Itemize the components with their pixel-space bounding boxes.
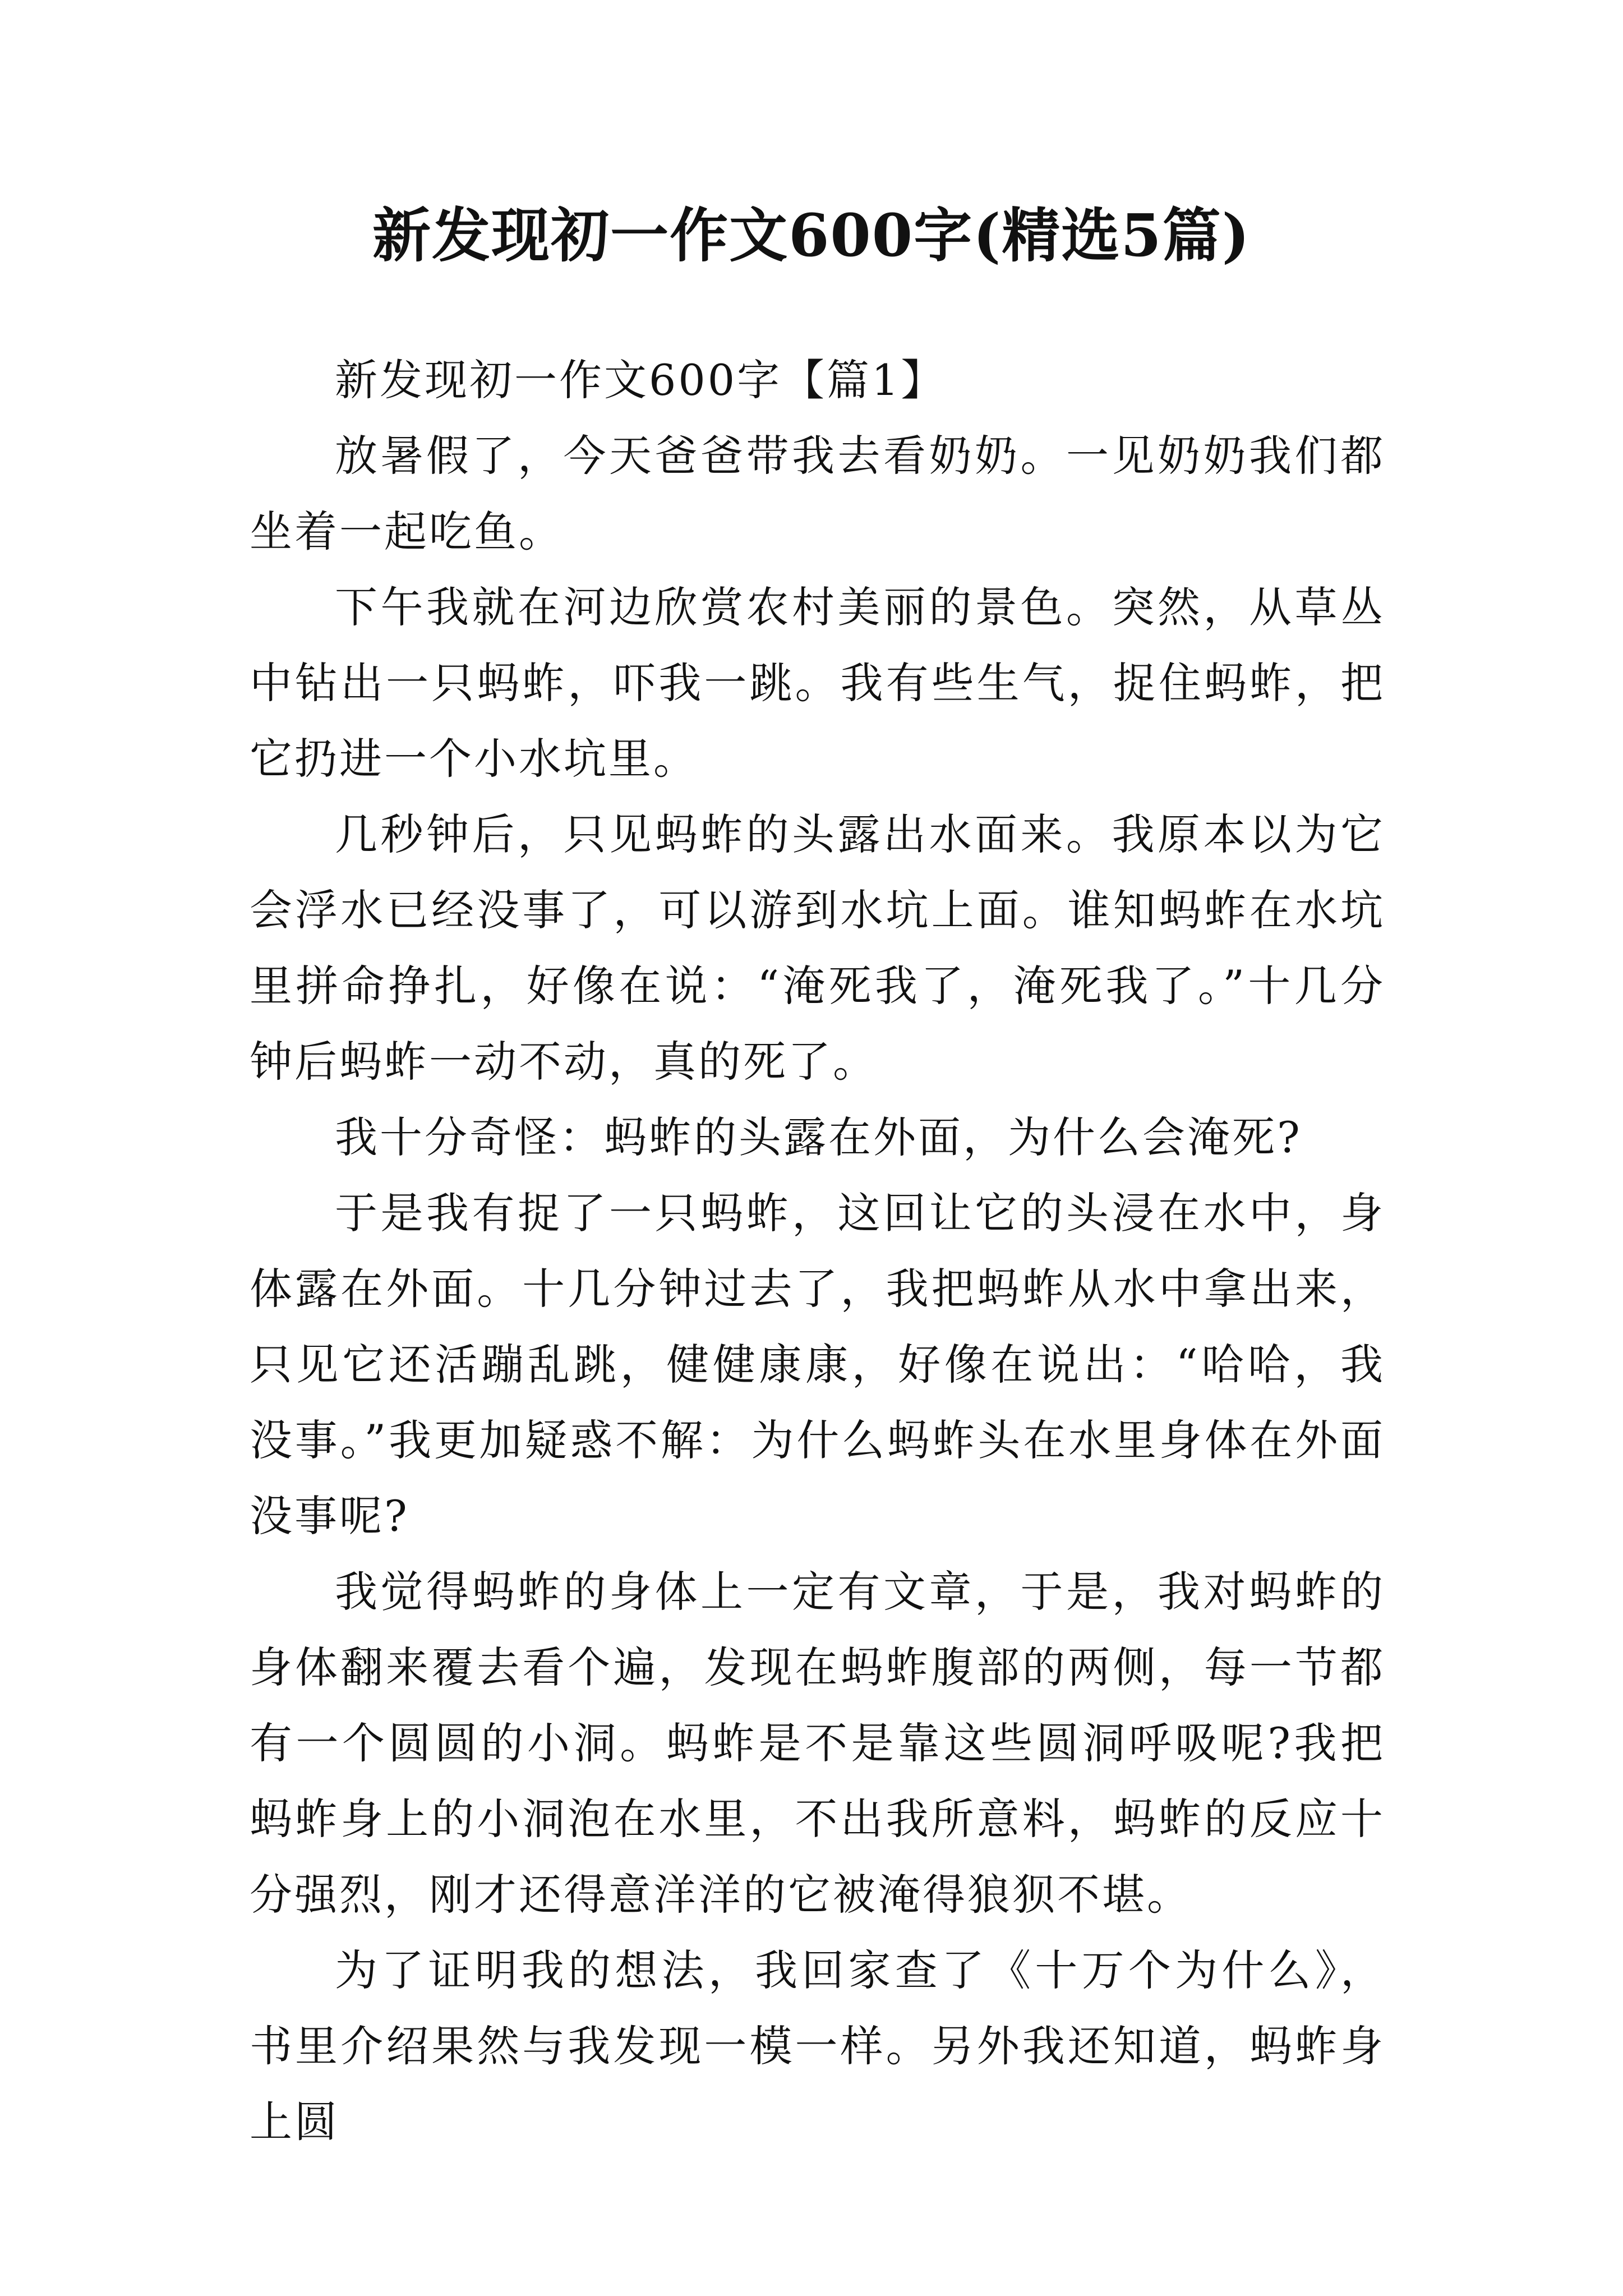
paragraph-3: 几秒钟后，只见蚂蚱的头露出水面来。我原本以为它会浮水已经没事了，可以游到水坑上面。谁知蚂蚱在水坑里拼命挣扎，好像在说：“淹死我了，淹死我了。”十几分钟后蚂蚱一动不动，真的死了。 (250, 809, 1385, 1087)
section-heading: 新发现初一作文600字【篇1】 (335, 355, 946, 405)
paragraph-6: 我觉得蚂蚱的身体上一定有文章，于是，我对蚂蚱的身体翻来覆去看个遍，发现在蚂蚱腹部的两侧，每一节都有一个圆圆的小洞。蚂蚱是不是靠这些圆洞呼吸呢?我把蚂蚱身上的小洞泡在水里，不出我所意料，蚂蚱的反应十分强烈，刚才还得意洋洋的它被淹得狼狈不堪。 (250, 1567, 1385, 1920)
document-title: 新发现初一作文600字(精选5篇) (372, 201, 1251, 270)
paragraph-1: 放暑假了，今天爸爸带我去看奶奶。一见奶奶我们都坐着一起吃鱼。 (250, 431, 1385, 556)
paragraph-5: 于是我有捉了一只蚂蚱，这回让它的头浸在水中，身体露在外面。十几分钟过去了，我把蚂蚱从水中拿出来，只见它还活蹦乱跳，健健康康，好像在说出：“哈哈，我没事。”我更加疑惑不解：为什么蚂蚱头在水里身体在外面没事呢? (250, 1188, 1385, 1541)
paragraph-4: 我十分奇怪：蚂蚱的头露在外面，为什么会淹死? (335, 1112, 1302, 1162)
paragraph-2: 下午我就在河边欣赏农村美丽的景色。突然，从草丛中钻出一只蚂蚱，吓我一跳。我有些生气，捉住蚂蚱，把它扔进一个小水坑里。 (250, 582, 1385, 784)
paragraph-7: 为了证明我的想法，我回家查了《十万个为什么》，书里介绍果然与我发现一模一样。另外我还知道，蚂蚱身上圆 (250, 1945, 1385, 2147)
document-body (250, 342, 1385, 2160)
